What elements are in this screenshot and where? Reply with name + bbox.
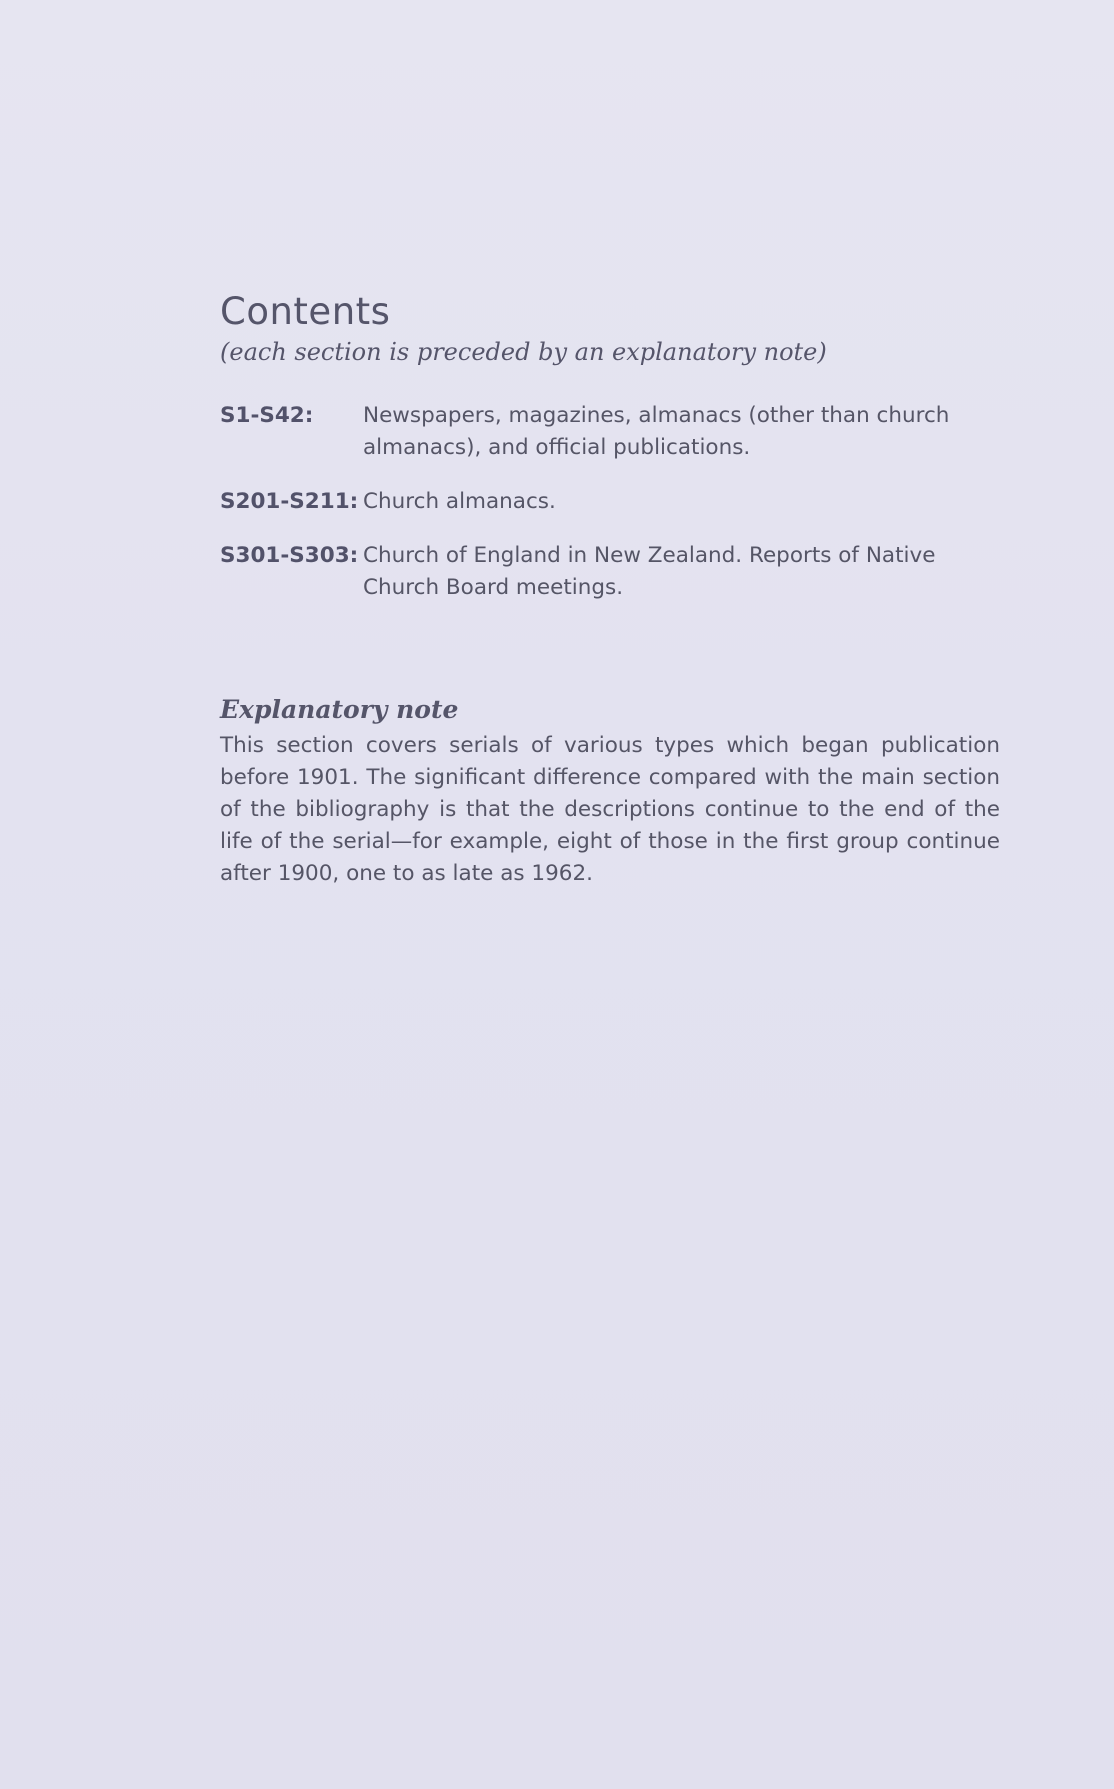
entry-range: S201-S211: — [220, 489, 359, 515]
entry-description: Newspapers, magazines, almanacs (other than church almanacs), and official publications. — [363, 403, 950, 461]
explanatory-note-body: This section covers serials of various types which began publication before 1901. The significant difference compared with the main section of the bibliography is that the descriptions continue to the end of the life of the serial—for example, eight of those in the first group continue after 1900, one to as late as 1962. — [220, 733, 1000, 886]
contents-heading: Contents — [220, 290, 391, 333]
contents-subtitle: (each section is preceded by an explanatory note) — [220, 338, 827, 367]
entry-description: Church almanacs. — [363, 489, 556, 515]
contents-entry — [220, 540, 1000, 604]
explanatory-note-title: Explanatory note — [220, 695, 459, 724]
entry-description: Church of England in New Zealand. Reports of Native Church Board meetings. — [363, 543, 936, 601]
explanatory-note-section — [220, 695, 1000, 890]
entry-range: S1-S42: — [220, 403, 314, 429]
contents-section — [220, 290, 1000, 626]
contents-entry — [220, 486, 1000, 518]
contents-list — [220, 400, 1000, 604]
entry-range: S301-S303: — [220, 543, 359, 569]
contents-entry — [220, 400, 1000, 464]
